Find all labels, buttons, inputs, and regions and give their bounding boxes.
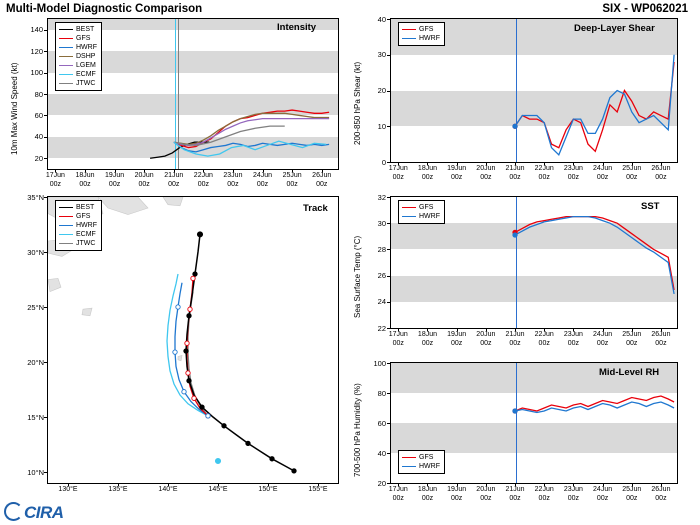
deep_layer_shear-xtick: 18Jun 00z: [417, 165, 437, 181]
mid_level_rh-xtick: 17Jun 00z: [388, 486, 408, 502]
track-ytickmark: [44, 252, 47, 253]
legend-label: BEST: [76, 26, 95, 33]
sst-xtickmark: [573, 328, 574, 331]
intensity-xtick: 23Jun 00z: [223, 172, 243, 188]
sst-xtickmark: [457, 328, 458, 331]
deep_layer_shear-xtickmark: [573, 162, 574, 165]
track-ytickmark: [44, 307, 47, 308]
legend-swatch-gfs: [402, 29, 416, 30]
intensity-xtickmark: [322, 169, 323, 172]
intensity-xtick: 22Jun 00z: [193, 172, 213, 188]
track-ytick: 20°N: [27, 357, 44, 367]
mid_level_rh-xtick: 21Jun 00z: [505, 486, 525, 502]
legend-swatch-gfs: [402, 457, 416, 458]
deep_layer_shear-xtick: 20Jun 00z: [476, 165, 496, 181]
legend-item-jtwc: [59, 79, 97, 88]
sst-legend: [398, 200, 445, 224]
cira-logo-text: CIRA: [24, 503, 64, 522]
deep_layer_shear-xtick: 24Jun 00z: [593, 165, 613, 181]
legend-swatch-lgem: [59, 65, 73, 66]
mid_level_rh-xtick: 19Jun 00z: [447, 486, 467, 502]
sst-xtickmark: [544, 328, 545, 331]
legend-item-hwrf: [59, 43, 97, 52]
deep_layer_shear-xtickmark: [398, 162, 399, 165]
legend-swatch-hwrf: [59, 225, 73, 226]
mid_level_rh-ytickmark: [387, 453, 390, 454]
mid_level_rh-xtick: 20Jun 00z: [476, 486, 496, 502]
intensity-xtickmark: [174, 169, 175, 172]
legend-swatch-dshp: [59, 56, 73, 57]
rh-panel-title: Mid-Level RH: [599, 367, 660, 378]
intensity-ytickmark: [44, 137, 47, 138]
legend-swatch-best: [59, 29, 73, 30]
track-xtickmark: [168, 483, 169, 486]
sst-xtickmark: [427, 328, 428, 331]
legend-label: GFS: [76, 213, 91, 220]
shear-panel-title: Deep-Layer Shear: [574, 23, 655, 34]
mid_level_rh-xtickmark: [457, 483, 458, 486]
rh-ylabel: 700-500 hPa Humidity (%): [353, 383, 362, 477]
sst-xtick: 24Jun 00z: [593, 331, 613, 347]
sst-xtick: 22Jun 00z: [534, 331, 554, 347]
deep_layer_shear-ytickmark: [387, 91, 390, 92]
track-ytick: 10°N: [27, 467, 44, 477]
sst-xtick: 21Jun 00z: [505, 331, 525, 347]
track-ytickmark: [44, 417, 47, 418]
track-ytickmark: [44, 197, 47, 198]
intensity-xtickmark: [55, 169, 56, 172]
sst-xtick: 17Jun 00z: [388, 331, 408, 347]
mid_level_rh-ytick: 20: [377, 478, 386, 488]
mid_level_rh-xtickmark: [632, 483, 633, 486]
shear-ylabel: 200-850 hPa Shear (kt): [353, 61, 362, 145]
intensity-ytick: 20: [34, 153, 43, 163]
intensity-ytick: 120: [30, 46, 43, 56]
legend-label: HWRF: [419, 463, 440, 470]
sst-xtickmark: [486, 328, 487, 331]
track-xtick: 155°E: [308, 486, 328, 493]
deep_layer_shear-ytick: 30: [377, 50, 386, 60]
legend-item-best: [59, 203, 97, 212]
deep_layer_shear-ytickmark: [387, 55, 390, 56]
legend-item-best: [59, 25, 97, 34]
intensity-xtickmark: [144, 169, 145, 172]
track-xtickmark: [218, 483, 219, 486]
deep_layer_shear-ytickmark: [387, 162, 390, 163]
legend-swatch-hwrf: [402, 216, 416, 217]
deep_layer_shear-ytickmark: [387, 19, 390, 20]
storm-id-title: SIX - WP062021: [602, 3, 688, 15]
mid_level_rh-xtick: 25Jun 00z: [622, 486, 642, 502]
legend-item-jtwc: [59, 239, 97, 248]
mid_level_rh-ytickmark: [387, 483, 390, 484]
track-legend: [55, 200, 102, 251]
track-panel-title: Track: [303, 203, 328, 214]
legend-label: GFS: [419, 26, 434, 33]
deep_layer_shear-ytick: 20: [377, 86, 386, 95]
legend-swatch-jtwc: [59, 83, 73, 84]
intensity-xtick: 24Jun 00z: [252, 172, 273, 188]
deep_layer_shear-xtick: 23Jun 00z: [563, 165, 583, 181]
intensity-panel-title: Intensity: [277, 22, 317, 33]
deep_layer_shear-ytick: 40: [377, 14, 386, 24]
shear-legend: [398, 22, 445, 46]
sst-ytick: 24: [377, 297, 386, 307]
mid_level_rh-xtickmark: [603, 483, 604, 486]
legend-item-gfs: [59, 34, 97, 43]
legend-label: JTWC: [76, 240, 96, 247]
sst-ytickmark: [387, 276, 390, 277]
deep_layer_shear-xtickmark: [632, 162, 633, 165]
legend-label: JTWC: [76, 80, 96, 87]
legend-item-hwrf: [59, 221, 97, 230]
sst-xtickmark: [398, 328, 399, 331]
intensity-legend: [55, 22, 102, 91]
page-title: Multi-Model Diagnostic Comparison: [6, 3, 203, 15]
legend-item-lgem: [59, 61, 97, 70]
legend-swatch-jtwc: [59, 243, 73, 244]
track-ytickmark: [44, 362, 47, 363]
intensity-ytick: 100: [30, 68, 43, 78]
legend-label: GFS: [419, 454, 434, 461]
mid_level_rh-xtickmark: [398, 483, 399, 486]
legend-swatch-ecmf: [59, 74, 73, 75]
sst-ytickmark: [387, 328, 390, 329]
sst-ytickmark: [387, 302, 390, 303]
legend-swatch-gfs: [59, 216, 73, 217]
intensity-ytickmark: [44, 94, 47, 95]
sst-ytickmark: [387, 197, 390, 198]
cira-logo: [4, 502, 64, 523]
legend-label: HWRF: [419, 213, 440, 220]
mid_level_rh-xtick: 18Jun 00z: [417, 486, 437, 502]
sst-xtick: 20Jun 00z: [476, 331, 496, 347]
deep_layer_shear-xtickmark: [457, 162, 458, 165]
sst-ytick: 30: [377, 218, 386, 228]
track-ytick: 25°N: [27, 302, 44, 312]
legend-swatch-hwrf: [59, 47, 73, 48]
legend-swatch-gfs: [59, 38, 73, 39]
mid_level_rh-xtickmark: [661, 483, 662, 486]
sst-xtickmark: [515, 328, 516, 331]
legend-label: HWRF: [419, 35, 440, 42]
sst-ytick: 28: [377, 244, 386, 254]
sst-ytickmark: [387, 223, 390, 224]
legend-label: GFS: [419, 204, 434, 211]
mid_level_rh-xtickmark: [486, 483, 487, 486]
track-xtickmark: [118, 483, 119, 486]
mid_level_rh-xtick: 24Jun 00z: [593, 486, 613, 502]
mid_level_rh-xtickmark: [573, 483, 574, 486]
track-xtick: 145°E: [208, 486, 228, 493]
legend-label: HWRF: [76, 44, 97, 51]
rh-legend: [398, 450, 445, 474]
deep_layer_shear-ytick: 0: [381, 157, 386, 167]
track-ytick: 30°N: [27, 247, 44, 257]
sst-xtick: 25Jun 00z: [622, 331, 642, 347]
legend-swatch-hwrf: [402, 466, 416, 467]
intensity-ytick: 60: [34, 110, 43, 120]
sst-ytick: 22: [377, 323, 386, 333]
legend-item-hwrf: [402, 34, 440, 43]
intensity-ylabel: 10m Max Wind Speed (kt): [10, 62, 19, 155]
track-xtickmark: [68, 483, 69, 486]
mid_level_rh-ytick: 60: [377, 418, 386, 428]
intensity-xtickmark: [203, 169, 204, 172]
sst-xtickmark: [632, 328, 633, 331]
sst-ytick: 32: [377, 192, 386, 202]
mid_level_rh-xtickmark: [544, 483, 545, 486]
intensity-xtick: 26Jun 00z: [312, 172, 332, 188]
legend-label: ECMF: [76, 231, 96, 238]
deep_layer_shear-xtickmark: [515, 162, 516, 165]
intensity-xtick: 18Jun 00z: [75, 172, 95, 188]
sst-xtickmark: [603, 328, 604, 331]
intensity-xtickmark: [292, 169, 293, 172]
legend-item-gfs: [402, 453, 440, 462]
deep_layer_shear-xtick: 19Jun 00z: [447, 165, 467, 181]
deep_layer_shear-xtickmark: [427, 162, 428, 165]
legend-item-dshp: [59, 52, 97, 61]
mid_level_rh-xtick: 26Jun 00z: [651, 486, 671, 502]
mid_level_rh-ytick: 80: [377, 388, 386, 398]
legend-item-hwrf: [402, 212, 440, 221]
sst-xtickmark: [661, 328, 662, 331]
sst-xtick: 23Jun 00z: [563, 331, 583, 347]
track-xtick: 130°E: [58, 486, 78, 493]
legend-label: DSHP: [76, 53, 96, 60]
deep_layer_shear-xtick: 25Jun 00z: [622, 165, 642, 181]
intensity-ytickmark: [44, 73, 47, 74]
sst-ytickmark: [387, 249, 390, 250]
deep_layer_shear-xtick: 21Jun 00z: [505, 165, 525, 181]
deep_layer_shear-xtick: 26Jun 00z: [651, 165, 671, 181]
sst-xtick: 26Jun 00z: [651, 331, 671, 347]
legend-swatch-ecmf: [59, 234, 73, 235]
legend-label: GFS: [76, 35, 91, 42]
deep_layer_shear-ytickmark: [387, 126, 390, 127]
legend-item-gfs: [402, 25, 440, 34]
deep_layer_shear-xtickmark: [486, 162, 487, 165]
deep_layer_shear-xtickmark: [544, 162, 545, 165]
sst-ylabel: Sea Surface Temp (°C): [353, 235, 362, 318]
intensity-ytick: 140: [30, 25, 43, 35]
intensity-xtick: 20Jun 00z: [134, 172, 154, 188]
deep_layer_shear-xtick: 22Jun 00z: [534, 165, 554, 181]
track-xtickmark: [318, 483, 319, 486]
mid_level_rh-ytickmark: [387, 363, 390, 364]
legend-item-gfs: [59, 212, 97, 221]
intensity-xtickmark: [85, 169, 86, 172]
intensity-xtick: 19Jun 00z: [105, 172, 125, 188]
mid_level_rh-xtickmark: [427, 483, 428, 486]
legend-label: ECMF: [76, 71, 96, 78]
legend-item-ecmf: [59, 70, 97, 79]
intensity-ytickmark: [44, 115, 47, 116]
legend-item-hwrf: [402, 462, 440, 471]
legend-item-ecmf: [59, 230, 97, 239]
track-ytick: 15°N: [27, 412, 44, 422]
deep_layer_shear-xtickmark: [603, 162, 604, 165]
legend-label: HWRF: [76, 222, 97, 229]
mid_level_rh-xtickmark: [515, 483, 516, 486]
track-xtick: 150°E: [258, 486, 278, 493]
track-xtick: 140°E: [158, 486, 178, 493]
track-ytick: 35°N: [27, 192, 44, 202]
intensity-xtickmark: [263, 169, 264, 172]
intensity-xtick: 17Jun 00z: [45, 172, 65, 188]
legend-swatch-best: [59, 207, 73, 208]
track-ytickmark: [44, 472, 47, 473]
sst-ytick: 26: [377, 271, 386, 281]
deep_layer_shear-xtick: 17Jun 00z: [388, 165, 408, 181]
intensity-xtick: 25Jun 00z: [282, 172, 302, 188]
sst-panel-title: SST: [641, 201, 660, 212]
track-xtickmark: [268, 483, 269, 486]
mid_level_rh-ytick: 100: [373, 358, 386, 368]
intensity-xtick: 21Jun 00z: [164, 172, 184, 188]
sst-xtick: 19Jun 00z: [447, 331, 467, 347]
intensity-ytickmark: [44, 51, 47, 52]
sst-xtick: 18Jun 00z: [417, 331, 437, 347]
intensity-xtickmark: [233, 169, 234, 172]
legend-label: LGEM: [76, 62, 96, 69]
mid_level_rh-ytick: 40: [377, 448, 386, 458]
deep_layer_shear-xtickmark: [661, 162, 662, 165]
mid_level_rh-xtick: 22Jun 00z: [534, 486, 554, 502]
legend-swatch-gfs: [402, 207, 416, 208]
legend-swatch-hwrf: [402, 38, 416, 39]
intensity-ytickmark: [44, 158, 47, 159]
legend-item-gfs: [402, 203, 440, 212]
cira-swirl-icon: [4, 502, 23, 521]
mid_level_rh-ytickmark: [387, 423, 390, 424]
deep_layer_shear-ytick: 10: [377, 121, 386, 131]
intensity-xtickmark: [115, 169, 116, 172]
mid_level_rh-xtick: 23Jun 00z: [563, 486, 583, 502]
intensity-ytickmark: [44, 30, 47, 31]
legend-label: BEST: [76, 204, 95, 211]
intensity-ytick: 80: [34, 89, 43, 99]
mid_level_rh-ytickmark: [387, 393, 390, 394]
track-xtick: 135°E: [108, 486, 128, 493]
intensity-ytick: 40: [34, 132, 43, 142]
